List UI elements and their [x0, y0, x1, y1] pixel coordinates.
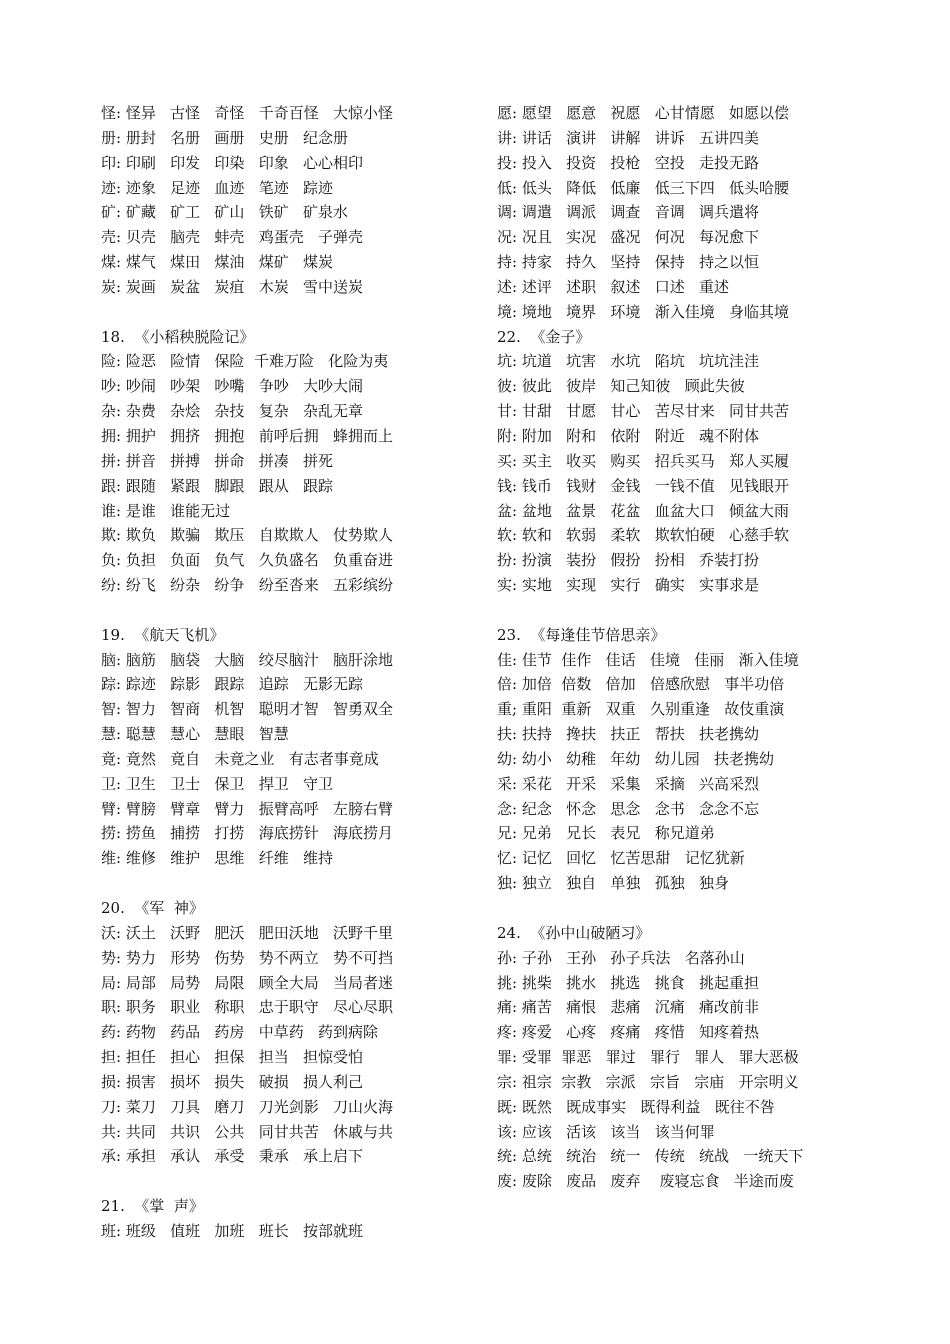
vocab-entry: 欺: 欺负 欺骗 欺压 自欺欺人 仗势欺人: [101, 526, 394, 545]
right-column: [497, 101, 897, 1194]
vocab-entry: 局: 局部 局势 局限 顾全大局 当局者迷: [101, 973, 394, 992]
vocab-entry: 罪: 受罪 罪恶 罪过 罪行 罪人 罪大恶极: [497, 1048, 799, 1067]
vocab-entry: 慧: 聪慧 慧心 慧眼 智慧: [101, 725, 289, 744]
vocab-entry: 忆: 记忆 回忆 忆苦思甜 记忆犹新: [497, 849, 745, 868]
vocab-entry: 承: 承担 承认 承受 秉承 承上启下: [101, 1147, 364, 1166]
vocab-entry: 愿: 愿望 愿意 祝愿 心甘情愿 如愿以偿: [497, 104, 790, 122]
lesson-heading: 20. 《军 神》: [101, 899, 204, 917]
vocab-entry: 念: 纪念 怀念 思念 念书 念念不忘: [497, 799, 760, 818]
section-spacer: [101, 1169, 481, 1194]
vocab-entry: 扮: 扮演 装扮 假扮 扮相 乔装打扮: [497, 551, 760, 570]
vocab-entry: 拼: 拼音 拼搏 拼命 拼凑 拼死: [101, 451, 334, 470]
vocab-entry: 刀: 菜刀 刀具 磨刀 刀光剑影 刀山火海: [101, 1097, 394, 1116]
section-spacer: [101, 300, 481, 325]
vocab-entry: 竟: 竟然 竟自 未竟之业 有志者事竟成: [101, 749, 379, 768]
vocab-entry: 谁: 是谁 谁能无过: [101, 501, 231, 520]
vocab-entry: 脑: 脑筋 脑袋 大脑 绞尽脑汁 脑肝涂地: [101, 650, 394, 669]
vocab-entry: 疼: 疼爱 心疼 疼痛 疼惜 知疼着热: [497, 1023, 760, 1042]
vocab-entry: 独: 独立 独自 单独 孤独 独身: [497, 874, 730, 893]
vocab-entry: 册: 册封 名册 画册 史册 纪念册: [101, 128, 349, 147]
vocab-entry: 统: 总统 统治 统一 传统 统战 一统天下: [497, 1147, 804, 1166]
vocab-entry: 职: 职务 职业 称职 忠于职守 尽心尽职: [101, 998, 394, 1017]
vocab-entry: 踪: 踪迹 踪影 跟踪 追踪 无影无踪: [101, 675, 364, 694]
vocab-entry: 担: 担任 担心 担保 担当 担惊受怕: [101, 1048, 364, 1067]
vocab-entry: 境: 境地 境界 环境 渐入佳境 身临其境: [497, 302, 790, 321]
vocab-entry: 既: 既然 既成事实 既得利益 既往不咎: [497, 1097, 775, 1116]
lesson-heading: 19. 《航天飞机》: [101, 625, 225, 644]
section-spacer: [497, 896, 897, 921]
vocab-entry: 坑: 坑道 坑害 水坑 陷坑 坑坑洼洼: [497, 352, 760, 371]
left-column: [101, 101, 481, 1244]
vocab-entry: 宗: 祖宗 宗教 宗派 宗旨 宗庙 开宗明义: [497, 1072, 799, 1091]
vocab-entry: 投: 投入 投资 投枪 空投 走投无路: [497, 153, 760, 172]
vocab-entry: 该: 应该 活该 该当 该当何罪: [497, 1122, 715, 1141]
vocab-entry: 损: 损害 损坏 损失 破损 损人利己: [101, 1072, 364, 1091]
vocab-entry: 共: 共同 共识 公共 同甘共苦 休戚与共: [101, 1122, 394, 1141]
vocab-entry: 扶: 扶持 搀扶 扶正 帮扶 扶老携幼: [497, 725, 760, 744]
vocab-entry: 壳: 贝壳 脑壳 蚌壳 鸡蛋壳 子弹壳: [101, 228, 364, 247]
lesson-heading: 24. 《孙中山破陋习》: [497, 923, 651, 942]
vocab-entry: 负: 负担 负面 负气 久负盛名 负重奋进: [101, 551, 394, 570]
vocab-entry: 跟: 跟随 紧跟 脚跟 跟从 跟踪: [101, 476, 334, 495]
lesson-heading: 23. 《每逢佳节倍思亲》: [497, 625, 666, 644]
section-spacer: [101, 871, 481, 896]
vocab-entry: 印: 印刷 印发 印染 印象 心心相印: [101, 153, 364, 172]
lesson-heading: 18. 《小稻秧脱险记》: [101, 327, 255, 346]
vocab-entry: 维: 维修 维护 思维 纤维 维持: [101, 849, 334, 868]
vocab-entry: 实: 实地 实现 实行 确实 实事求是: [497, 576, 760, 595]
vocab-entry: 吵: 吵闹 吵架 吵嘴 争吵 大吵大闹: [101, 377, 364, 396]
vocab-entry: 险: 险恶 险情 保险 千难万险 化险为夷: [101, 352, 389, 371]
vocab-entry: 甘: 甘甜 甘愿 甘心 苦尽甘来 同甘共苦: [497, 402, 790, 421]
vocab-entry: 班: 班级 值班 加班 班长 按部就班: [101, 1221, 364, 1240]
vocab-entry: 兄: 兄弟 兄长 表兄 称兄道弟: [497, 824, 715, 843]
vocab-entry: 捞: 捞鱼 捕捞 打捞 海底捞针 海底捞月: [101, 824, 394, 843]
vocab-entry: 讲: 讲话 演讲 讲解 讲诉 五讲四美: [497, 128, 760, 147]
vocab-entry: 杂: 杂费 杂烩 杂技 复杂 杂乱无章: [101, 402, 364, 421]
vocab-entry: 煤: 煤气 煤田 煤油 煤矿 煤炭: [101, 253, 334, 272]
vocab-entry: 迹: 迹象 足迹 血迹 笔迹 踪迹: [101, 178, 334, 197]
vocab-entry: 盆: 盆地 盆景 花盆 血盆大口 倾盆大雨: [497, 501, 790, 520]
vocab-entry: 倍: 加倍 倍数 倍加 倍感欣慰 事半功倍: [497, 675, 785, 694]
vocab-entry: 臂: 臂膀 臂章 臂力 振臂高呼 左膀右臂: [101, 799, 394, 818]
vocab-entry: 彼: 彼此 彼岸 知己知彼 顾此失彼: [497, 377, 745, 396]
vocab-entry: 低: 低头 降低 低廉 低三下四 低头哈腰: [497, 178, 790, 197]
vocab-entry: 挑: 挑柴 挑水 挑选 挑食 挑起重担: [497, 973, 760, 992]
vocab-entry: 怪: 怪异 古怪 奇怪 千奇百怪 大惊小怪: [101, 104, 394, 122]
vocab-entry: 况: 况且 实况 盛况 何况 每况愈下: [497, 228, 760, 247]
vocab-entry: 卫: 卫生 卫士 保卫 捍卫 守卫: [101, 774, 334, 793]
vocab-entry: 钱: 钱币 钱财 金钱 一钱不值 见钱眼开: [497, 476, 790, 495]
vocab-entry: 持: 持家 持久 坚持 保持 持之以恒: [497, 253, 760, 272]
vocab-entry: 孙: 子孙 王孙 孙子兵法 名落孙山: [497, 948, 745, 967]
vocab-entry: 药: 药物 药品 药房 中草药 药到病除: [101, 1023, 379, 1042]
vocab-entry: 述: 述评 述职 叙述 口述 重述: [497, 277, 730, 296]
vocab-entry: 纷: 纷飞 纷杂 纷争 纷至沓来 五彩缤纷: [101, 576, 394, 595]
vocab-entry: 拥: 拥护 拥挤 拥抱 前呼后拥 蜂拥而上: [101, 426, 394, 445]
vocab-entry: 佳: 佳节 佳作 佳话 佳境 佳丽 渐入佳境: [497, 650, 799, 669]
vocab-entry: 调: 调遣 调派 调查 音调 调兵遣将: [497, 203, 760, 222]
lesson-heading: 22. 《金子》: [497, 327, 591, 346]
section-spacer: [101, 598, 481, 623]
section-spacer: [497, 598, 897, 623]
lesson-heading: 21. 《掌 声》: [101, 1197, 204, 1216]
vocab-entry: 重; 重阳 重新 双重 久别重逢 故伎重演: [497, 700, 785, 719]
vocab-entry: 软: 软和 软弱 柔软 欺软怕硬 心慈手软: [497, 526, 790, 545]
vocab-entry: 废: 废除 废品 废弃 废寝忘食 半途而废: [497, 1172, 794, 1191]
vocab-entry: 幼: 幼小 幼稚 年幼 幼儿园 扶老携幼: [497, 749, 775, 768]
vocab-entry: 势: 势力 形势 伤势 势不两立 势不可挡: [101, 948, 394, 967]
vocab-entry: 矿: 矿藏 矿工 矿山 铁矿 矿泉水: [101, 203, 349, 222]
vocab-entry: 采: 采花 开采 采集 采摘 兴高采烈: [497, 774, 760, 793]
vocab-entry: 沃: 沃土 沃野 肥沃 肥田沃地 沃野千里: [101, 923, 394, 942]
vocab-entry: 炭: 炭画 炭盆 炭疽 木炭 雪中送炭: [101, 277, 364, 296]
vocab-entry: 痛: 痛苦 痛恨 悲痛 沉痛 痛改前非: [497, 998, 760, 1017]
vocab-entry: 智: 智力 智商 机智 聪明才智 智勇双全: [101, 700, 394, 719]
vocab-entry: 附: 附加 附和 依附 附近 魂不附体: [497, 426, 760, 445]
vocab-entry: 买: 买主 收买 购买 招兵买马 郑人买履: [497, 451, 790, 470]
